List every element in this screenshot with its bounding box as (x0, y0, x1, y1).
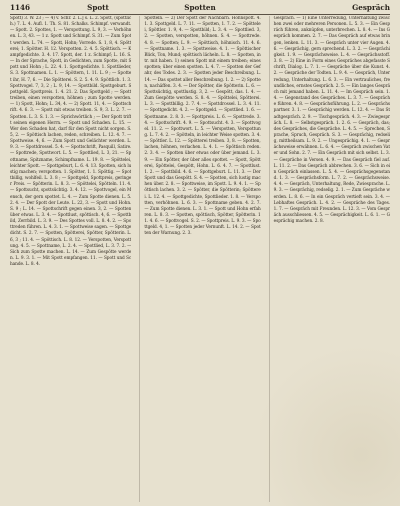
column-left (10, 16, 131, 502)
running-header (10, 3, 390, 13)
column-middle (139, 16, 260, 502)
header-center-word: Spotten (184, 3, 216, 12)
header-left-word: Spott (87, 3, 109, 12)
column-right (269, 16, 390, 502)
text-columns (10, 16, 390, 502)
column-middle-text: Spötteln. — 2) Der Spott der Nachbarn. Hohnspott. 4. 1. 3. Spottgeld. L. 7. 11. — Spotten, 1. 7. 2. — Spöttelei, Spöttler. 1. 9, 4. — Spottbild; L. 3. 4. — Spottlied. 3, 2. — Spotten, verspotten, höhnen. S. 4. — Spottrede. 4. 8. — Spotten; L. 9. — Spöttisch, höhnisch. 11. 4. 6. — Spottname. 1. 3. — Spottweise. 4. 1. — Spöttischer Blick, Ton, Mund; spöttisch lächeln. L. 8. — Spotten, intr. mit haben. 1) seinen Spott mit einem treiben; eines spotten; über einen spotten. L. 4. 7. — Spotten der Gefahr, des Todes. 2. 3. — Spotten jeder Beschreibung. L. 14. — Das spottet aller Beschreibung. 1. 2. — 2) Spotten, nachäffen. 3. 4. — Der Spötter, die Spötterin. L. 6. — Spottsüchtig, spottlustig. 3, 2. — Gespött, das. 1. 4. — Zum Gespötte werden. S. 8. 4. — Spöttelei, Spötterei. L. 3. — Spottbillig. 2. 7. 4. — Spottdrossel. L. 3. 4. 11. — Spottgedicht. 4. 2. — Spottgeld. — Spottlied. 1. 6. — Spottname. 2. 8. 3. — Spottpreis. L. 6. — Spottrede. 3. 4. — Spottschrift. 4. 9. — Spottsucht. 4. 3. — Spottvogel. 11. 2. — Spottwort. L. 5. — Verspotten, Verspottung. L. 7. 4. 2. — Spötteln, in leichter Weise spotten. 3. 4. — Spöttler. L. 12. — Spötterei treiben. 3, 8. — Spotten, lachen, höhnen, verlachen. L. 4. 1. — Spöttisch reden. 2. 3. 4. — Spotten über etwas oder über jemand. L. 3. 9. — Ein Spötter, der über alles spottet. — Spott, Spötterei, Spöttelei, Gespött, Hohn. L. 6. 4. 7. — Spottlust. 1. 2. — Spottbild. 4. 6. — Spottgeburt. L. 11. 3. — Der Spott und das Gespött. S. 4. — Spotten, sich lustig machen über. 2. 8. — Spottweise, im Spott. L. 9. 4. 1. — Spöttisch lachen. 3. 2. — Spötter, die Spötterin; Spötterei. L. 12. 4. — Spottgedichte, Spottlieder. 1. 8. — Verspotten, verhöhnen. L. 6. 3. — Spottname geben. 4. 2. 7. — Zum Spotte dienen. L. 3. 1. — Spott und Hohn erfahren. L. 8. 3. — Spotten, spöttisch, Spötter, Spötterin. 11. 4. 6. — Spottvogel. S. 2. — Spottpreis. L. 9. 3. — Spottgeld. 4, 1. — Spotten jeder Vernunft. L. 14. 2. — Spotten der Warnung. 2. 3. (144, 16, 261, 237)
column-right-text: Gespräch. — 1) Eine Unterredung, Unterhaltung zwischen zwei oder mehreren Personen. L. 5. 3. — Ein Gespräch führen, anknüpfen, unterbrechen. L. 8. 4. — Ins Gespräch kommen. 2. 7. — Das Gespräch auf etwas bringen, lenken. L. 11. 3. — Gespräch unter vier Augen. 4. 6. — Gesprächig, gern sprechend. L. 3. 2. — Gesprächigkeit. 1. 9. — Gesprächsweise. L. 4. — Gesprächsstoff. 3. 8. — 2) Eine in Form eines Gespräches abgefasste Schrift, Dialog. L. 7. 1. — Gespräche über die Kunst. 4. 2. — Gespräche der Todten. L. 9. 4. — Gespräch, Unterredung, Unterhaltung. L. 6. 3. — Ein vertrauliches, freundliches, ernstes Gespräch. 2. 5. — Ein langes Gespräch mit jemand haben. L. 11. 4. — Im Gespräch sein. 1. 4. — Gegenstand des Gespräches. L. 3. 7. — Gespräche führen. 4. 8. — Gesprächsführung. L. 2. — Gesprächspartner. 3. 1. — Gesprächig werden. L. 12. 4. — Das Stadtgespräch. 2. 9. — Tischgespräch. 4. 3. — Zwiegespräch. L. 8. — Selbstgespräch. 1. 2. 6. — Gespräch, das; des Gespräches, die Gespräche. L. 4. 5. — Sprechen, Sprache, Spruch, Gespräch. S. 3. — Gesprächig, redselig, mittheilsam. L. 9. 2. — Ungesprächig. 4. 1. — Gesprächsweise erwähnen. L. 6. 4. — Gespräch zwischen Vater und Sohn. 2. 7. — Ein Gespräch mit sich selbst. L. 3. — Gespräche in Versen. 4. 9. — Das Gespräch fiel auf. L. 11. 2. — Das Gespräch abbrechen. 3. 6. — Sich in ein Gespräch einlassen. L. 5. 4. — Gesprächsgegenstand. 1. 3. — Gesprächsform. L. 7. 2. — Gesprächsweise. 4. 4. — Gespräch, Unterhaltung, Rede, Zwiesprache. L. 9. 3. — Gesprächig, redselig. 2. 1. — Zum Gespräche werden. L. 8. 6. — In ein Gespräch vertieft sein. 3. 4. — Lebhaftes Gespräch. L. 4. 2. — Gespräche des Tages. 1. 7. — Gespräch mit Freunden. L. 12. 3. — Vom Gespräch ausschliessen. 4. 5. — Gesprächigkeit. L. 6. 1. — Gesprächig machen. 2. 8. (273, 16, 390, 225)
column-left-text: Spott) 3. W. 23 ; — 4) v. Schr. 2. L.] s. L. 2. Spott, (spottlich.) 7. L. 4. Aufl. 1. Th. S. 81. Schalks. Schimpf. verwandt. — Spott. 2. Spottes, 1. — Verspottung. L. 9, 3. — Verhöhnen. L. 3, 43. — 1 z. Spott und Schimpf. S. 31. — Zum Spott werden. L. 74. — Spott, Hohn; Vorrede. S. 1, 8, 4. Spötterei; 1. Spötter. H. 12. Verspotten. 2. 4. 5. Spöttisch. — Kampfgedichte. 3. 4. 17. Spott, der. 1 z. Schimpf; L. 16. S. — In der Sprache, Spott, in Gedichten, zum Spotte, mit Spott und Hohn ; L. 22. 4. 1. Spottgedichte. 1. Spottlieder, S. 3. Spottnamen. L. 1. — Spöttern, 1. 11. L. 9 ; — Spottet ihr, H. 7, 6. — Die Spötterei. S. 2. 5. 4. 9. Spöttlich. 1. 3. Spottvogel. 7, 3, 2 ; L. 9, 14. — Spottbild. Spottgeburt. Spottgeld. Spottpreis. 1. 4. 21. 2. Das Spottgeld ; — Spott treiben, einen verspotten, höhnen ; zum Spotte werden. — 1) Spott, Hohn; L. 34, 4. — 2) Spott. 11, 4. — Spottschrift. 4. 6. 3. — Spott mit etwas treiben. S. 9, 3. L. 2. 7. — Spotten. L. 3. S. 1. 3. — Sprichwörtlich ; — Der Spott trifft seinen eigenen Herrn. — Spott und Schaden. L. 15. — Wer den Schaden hat, darf für den Spott nicht sorgen. S. 5, 2. — Spöttisch lachen, reden, schreiben. L. 12. 4. 7. — Spottweise. 4, 6. — Zum Spott und Gelächter werden. L. 9. 3. — Spottdrossel. 5. 4. — Spottschrift, Pasquill, Satire. — Spottrede, Spottwort. L. 5. — Spottlied, L. 3, 21. — Spottname, Spitzname, Schimpfname. L. 19. 8. — Spöttelei, leichter Spott. — Spottgeburt, L. 6. 4. 13. Spotten, sich lustig machen; verspotten. 1. Spötter, 1. 1. Spöttig. — Spottbillig, wohlfeil. L. 3. 8 ; — Spottgeld, Spottpreis, geringer Preis. — Spötterin. L. 8. 3. — Spöttelei, Spötteln. 11. 4. — Spottsucht, spottsüchtig. 3. 4. 12. — Spottvogel, ein Mensch, der gern spottet. L. 4. — Zum Spotte dienen. L. 5. 2. 4. — Der Spott der Leute. L. 22, 3. — Spott und Hohn. S. 9 ; L. 14. — Spottschrift gegen einen. 3, 2. — Spotten über etwas. L. 3. 4. — Spottlust, spöttisch. 4, 6. — Spottbild, Zerrbild. L. 3. 9. — Des Spottes voll. L. 8. 4. 2. — Spottreden führen. L. 4. 3. 1. — Spottweise sagen. — Spottgedicht. S. 2. 7. — Spotten, Spötterei, Spötter, Spötterin. L. 6, 3 ; 11. 4. — Spöttisch. L. 8. 12. — Verspotten, Verspottung. 4. 5. — Spottname, L. 2. 4. — Spottlied, L. 3. 7. 2. — Sich zum Spotte machen. L. 14. — Zum Gespötte werden. L. 9. 3. 1. — Mit Spott empfangen. 11. — Spott und Schande. L. 8. 4. (10, 16, 132, 268)
header-right-word: Gespräch (352, 3, 390, 12)
page-number: 1146 (10, 3, 31, 12)
header-rule (10, 14, 390, 15)
